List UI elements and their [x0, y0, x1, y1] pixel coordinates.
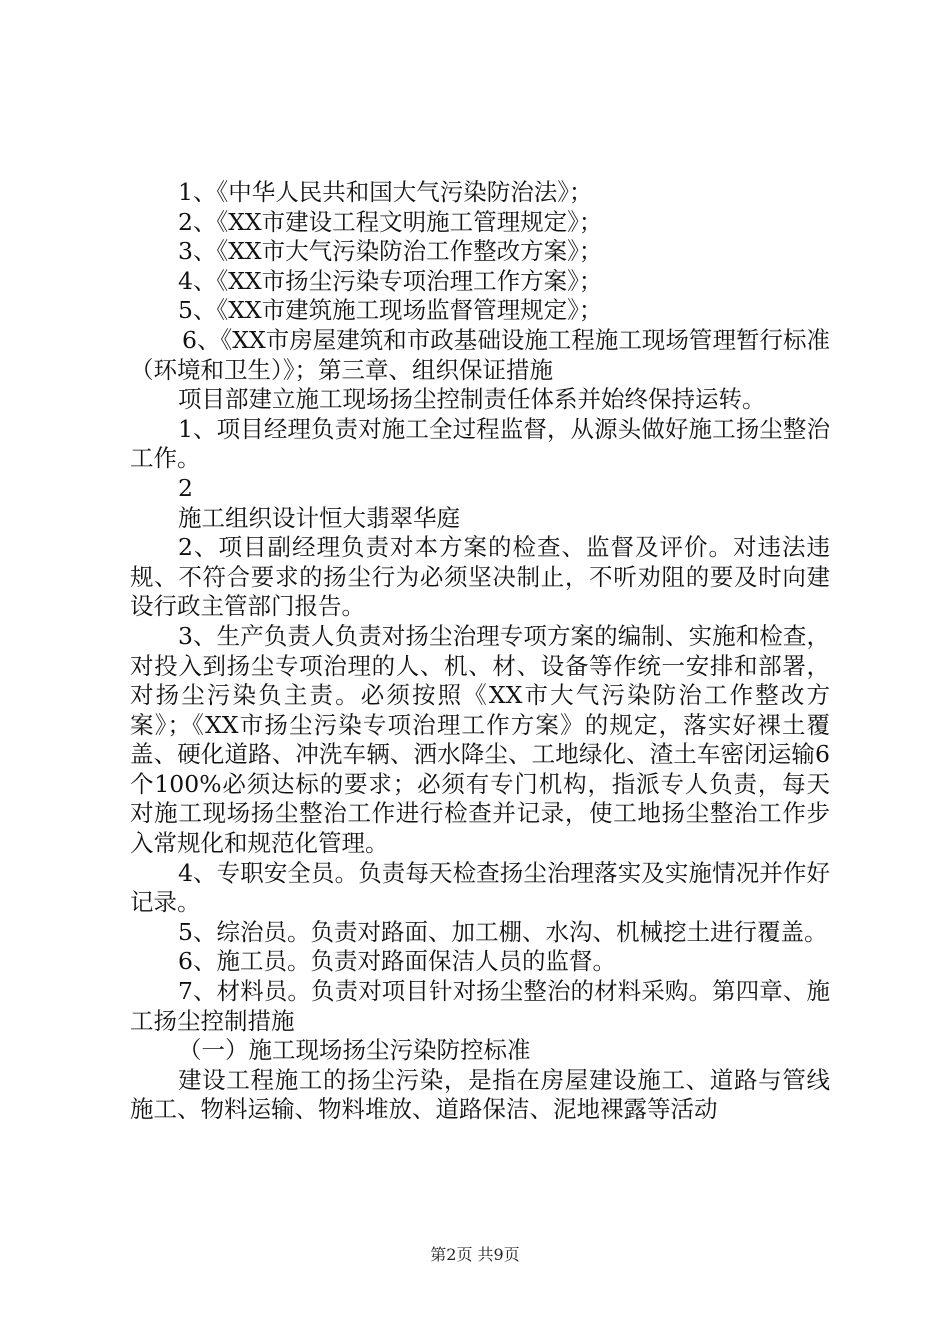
- paragraph: （一）施工现场扬尘污染防控标准: [178, 1036, 531, 1065]
- paragraph: 2: [178, 473, 193, 502]
- paragraph: 2、项目副经理负责对本方案的检查、监督及评价。对违法违规、不符合要求的扬尘行为必须坚决制止，不听劝阻的要及时向建设行政主管部门报告。: [130, 533, 830, 621]
- paragraph: 1、《中华人民共和国大气污染防治法》；: [178, 178, 593, 206]
- paragraph: 5、《XX市建筑施工现场监督管理规定》；: [178, 296, 603, 325]
- paragraph: 项目部建立施工现场扬尘控制责任体系并始终保持运转。: [178, 385, 766, 414]
- paragraph: 4、专职安全员。负责每天检查扬尘治理落实及实施情况并作好记录。: [130, 858, 830, 917]
- paragraph: 建设工程施工的扬尘污染，是指在房屋建设施工、道路与管线施工、物料运输、物料堆放、道路保洁、泥地裸露等活动: [130, 1065, 830, 1124]
- paragraph: 3、生产负责人负责对扬尘治理专项方案的编制、实施和检查，对投入到扬尘专项治理的人、机、材、设备等作统一安排和部署，对扬尘污染负主责。必须按照《XX市大气污染防治工作整改方案》；《XX市扬尘污染专项治理工作方案》的规定，落实好裸土覆盖、硬化道路、冲洗车辆、洒水降尘、工地绿化、渣土车密闭运输6个100%必须达标的要求；必须有专门机构，指派专人负责，每天对施工现场扬尘整治工作进行检查并记录，使工地扬尘整治工作步入常规化和规范化管理。: [130, 621, 830, 858]
- page-number-footer: 第2页 共9页: [430, 1245, 520, 1264]
- paragraph: 1、项目经理负责对施工全过程监督，从源头做好施工扬尘整治工作。: [130, 414, 830, 473]
- document-body: [130, 178, 830, 1125]
- paragraph: 施工组织设计恒大翡翠华庭: [178, 503, 460, 532]
- paragraph: 7、材料员。负责对项目针对扬尘整治的材料采购。第四章、施工扬尘控制措施: [130, 977, 830, 1035]
- paragraph: 3、《XX市大气污染防治工作整改方案》；: [178, 237, 603, 266]
- paragraph: 2、《XX市建设工程文明施工管理规定》；: [178, 207, 603, 236]
- paragraph: 4、《XX市扬尘污染专项治理工作方案》；: [178, 266, 603, 295]
- paragraph: 5、综治员。负责对路面、加工棚、水沟、机械挖土进行覆盖。: [178, 917, 828, 946]
- paragraph: 6、《XX市房屋建筑和市政基础设施工程施工现场管理暂行标准（环境和卫生）》；第三章、组织保证措施: [130, 325, 830, 384]
- paragraph: 6、施工员。负责对路面保洁人员的监督。: [178, 947, 616, 976]
